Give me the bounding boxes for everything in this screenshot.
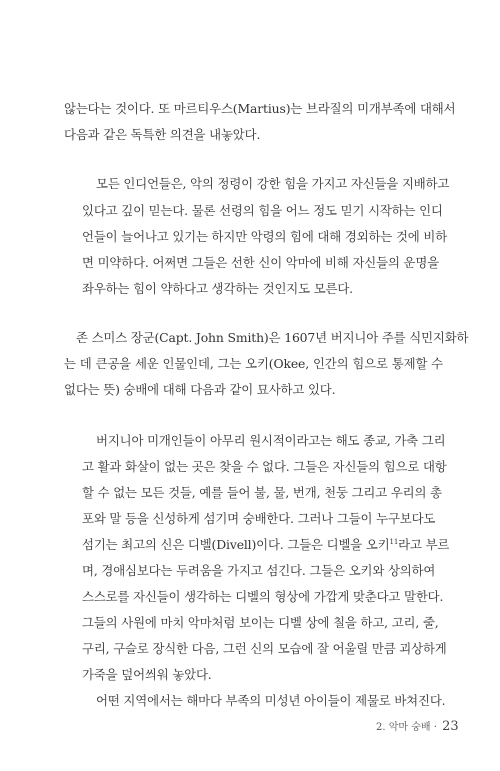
text-line: 않는다는 것이다. 또 마르티우스(Martius)는 브라질의 미개부족에 대해서 [64,101,456,116]
text-line: 언들이 늘어나고 있기는 하지만 악령의 힘에 대해 경외하는 것에 비하 [82,229,448,244]
text-line: 좌우하는 힘이 약하다고 생각하는 것인지도 모른다. [82,281,353,296]
text-line: 어떤 지역에서는 해마다 부족의 미성년 아이들이 제물로 바쳐진다. [96,693,446,708]
text-line: 버지니아 미개인들이 아무리 원시적이라고는 해도 종교, 가축 그리 [96,433,446,448]
page-number: 23 [442,719,459,734]
text-segment: 라고 부르 [398,537,450,552]
text-line: 그들의 사원에 마치 악마처럼 보이는 디벨 상에 칠을 하고, 고리, 줄, [82,615,439,630]
text-line: 스스로를 자신들이 생각하는 디벨의 형상에 가깝게 맞춘다고 말한다. [82,589,444,604]
text-line: 할 수 없는 모든 것들, 예를 들어 불, 물, 번개, 천둥 그리고 우리의 총 [82,485,442,500]
text-line: 구리, 구슬로 장식한 다음, 그런 신의 모습에 잘 어울릴 만큼 괴상하게 [82,641,447,656]
text-line: 없다는 뜻) 숭배에 대해 다음과 같이 묘사하고 있다. [64,382,336,397]
text-line: 존 스미스 장군(Capt. John Smith)은 1607년 버지니아 주를 식민지화하 [76,330,469,345]
page-footer [376,718,459,734]
text-line: 면 미약하다. 어쩌면 그들은 선한 신이 악마에 비해 자신들의 운명을 [82,255,440,270]
running-title: 2. 악마 숭배 [376,722,431,733]
text-line [82,537,450,553]
text-line: 고 활과 화살이 없는 곳은 찾을 수 없다. 그들은 자신들의 힘으로 대항 [82,459,447,474]
text-segment: 섬기는 최고의 신은 디벨(Divell)이다. 그들은 디벨을 오키 [82,537,390,552]
text-line: 있다고 깊이 믿는다. 물론 선령의 힘을 어느 정도 믿기 시작하는 인디 [82,203,443,218]
text-line: 는 데 큰공을 세운 인물인데, 그는 오키(Okee, 인간의 힘으로 통제할 수 [64,356,443,371]
text-line: 다음과 같은 독특한 의견을 내놓았다. [64,127,261,142]
footnote-marker: 11 [389,537,399,546]
footer-separator: · [433,722,437,733]
text-line: 포와 말 등을 신성하게 섬기며 숭배한다. 그러나 그들이 누구보다도 [82,511,436,526]
text-line: 모든 인디언들은, 악의 정령이 강한 힘을 가지고 자신들을 지배하고 [96,176,450,191]
text-line: 며, 경애심보다는 두려움을 가지고 섬긴다. 그들은 오키와 상의하여 [82,563,436,578]
text-line: 가죽을 덮어씌워 놓았다. [82,667,212,682]
